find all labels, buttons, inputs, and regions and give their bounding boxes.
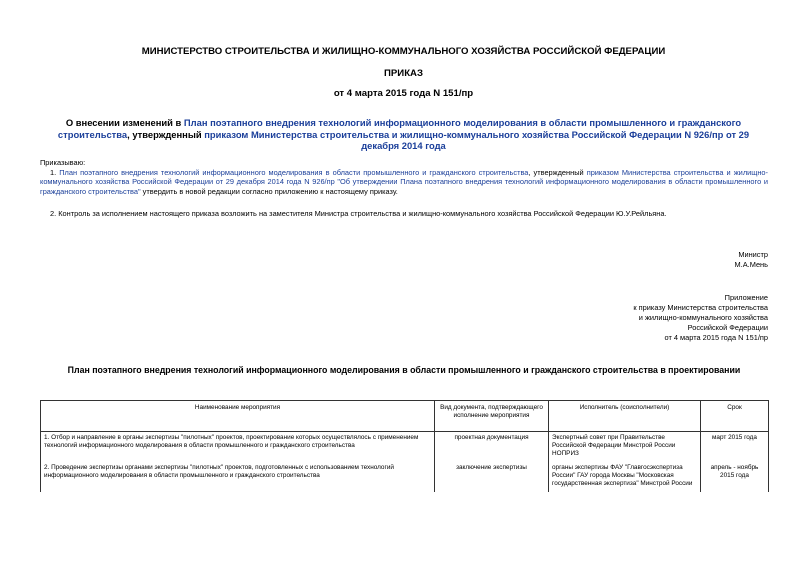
cell-executor: Экспертный совет при Правительстве Российской Федерации Минстрой России НОПРИЗ — [549, 432, 701, 463]
paragraph-2: 2. Контроль за исполнением настоящего приказа возложить на заместителя Министра строительства и жилищно-коммунального хозяйства Российской Федерации Ю.У.Рейльяна. — [50, 209, 667, 218]
orders-label: Приказываю: — [40, 158, 86, 167]
subject-text: , утвержденный — [127, 128, 205, 140]
signature-title: Министр — [738, 250, 768, 259]
cell-name: 1. Отбор и направление в органы экспертизы "пилотных" проектов, проектирование которых осуществлялось с применением технологий информационного моделирования в области промышленного и гражданского строительства — [41, 432, 435, 463]
cell-term: март 2015 года — [701, 432, 769, 463]
column-header-document: Вид документа, подтверждающего исполнение мероприятия — [435, 401, 549, 432]
appendix-line: Российской Федерации — [687, 323, 768, 332]
paragraph-1 — [40, 168, 768, 196]
ministry-title: МИНИСТЕРСТВО СТРОИТЕЛЬСТВА И ЖИЛИЩНО-КОММУНАЛЬНОГО ХОЗЯЙСТВА РОССИЙСКОЙ ФЕДЕРАЦИИ — [141, 46, 666, 57]
plan-link[interactable]: План поэтапного внедрения технологий информационного моделирования в области промышленного и гражданского строительства — [57, 117, 742, 140]
document-date-number: от 4 марта 2015 года N 151/пр — [333, 88, 474, 99]
cell-term: апрель - ноябрь 2015 года — [701, 462, 769, 492]
column-header-executor: Исполнитель (соисполнители) — [549, 401, 701, 432]
paragraph-text: , утвержденный — [528, 168, 587, 177]
plan-title: План поэтапного внедрения технологий информационного моделирования в области промышленного и гражданского строительства в проектировании — [67, 365, 741, 375]
table-header-row — [41, 401, 769, 432]
cell-document: проектная документация — [435, 432, 549, 463]
paragraph-text: утвердить в новой редакции согласно приложению к настоящему приказу. — [140, 186, 398, 196]
document-subject — [40, 117, 767, 152]
appendix-line: от 4 марта 2015 года N 151/пр — [664, 333, 768, 342]
appendix-header — [633, 293, 768, 343]
cell-document: заключение экспертизы — [435, 462, 549, 492]
column-header-name: Наименование мероприятия — [41, 401, 435, 432]
plan-link[interactable]: План поэтапного внедрения технологий информационного моделирования в области промышленного и гражданского строительства — [59, 168, 529, 177]
cell-name: 2. Проведение экспертизы органами экспертизы "пилотных" проектов, подготовленных с использованием технологий информационного моделирования в области промышленного и гражданского строительства — [41, 462, 435, 492]
order-926-link[interactable]: приказом Министерства строительства и жилищно-коммунального хозяйства Российской Федерации N 926/пр от 29 декабря 2014 года — [204, 128, 750, 151]
appendix-line: и жилищно-коммунального хозяйства — [638, 313, 768, 322]
order-926-link[interactable]: приказом Министерства строительства и жилищно-коммунального хозяйства Российской Федерации от 29 декабря 2014 года N 926/пр "Об утверждении Плана поэтапного внедрения технологий информационного моделирования в области промышленного и гражданского строительства" — [40, 168, 768, 196]
document-type: ПРИКАЗ — [384, 68, 423, 79]
appendix-line: Приложение — [724, 293, 768, 302]
table-row — [41, 462, 769, 492]
signature-name: М.А.Мень — [734, 260, 768, 269]
cell-executor: органы экспертизы ФАУ "Главгосэкспертиза России" ГАУ города Москвы "Московская государственная экспертиза" Минстрой России — [549, 462, 701, 492]
appendix-line: к приказу Министерства строительства — [633, 303, 768, 312]
paragraph-text: 1. — [50, 168, 60, 177]
subject-text: О внесении изменений в — [65, 117, 184, 128]
plan-table — [40, 400, 769, 492]
table-row — [41, 432, 769, 463]
signature-block — [735, 250, 768, 270]
column-header-term: Срок — [701, 401, 769, 432]
